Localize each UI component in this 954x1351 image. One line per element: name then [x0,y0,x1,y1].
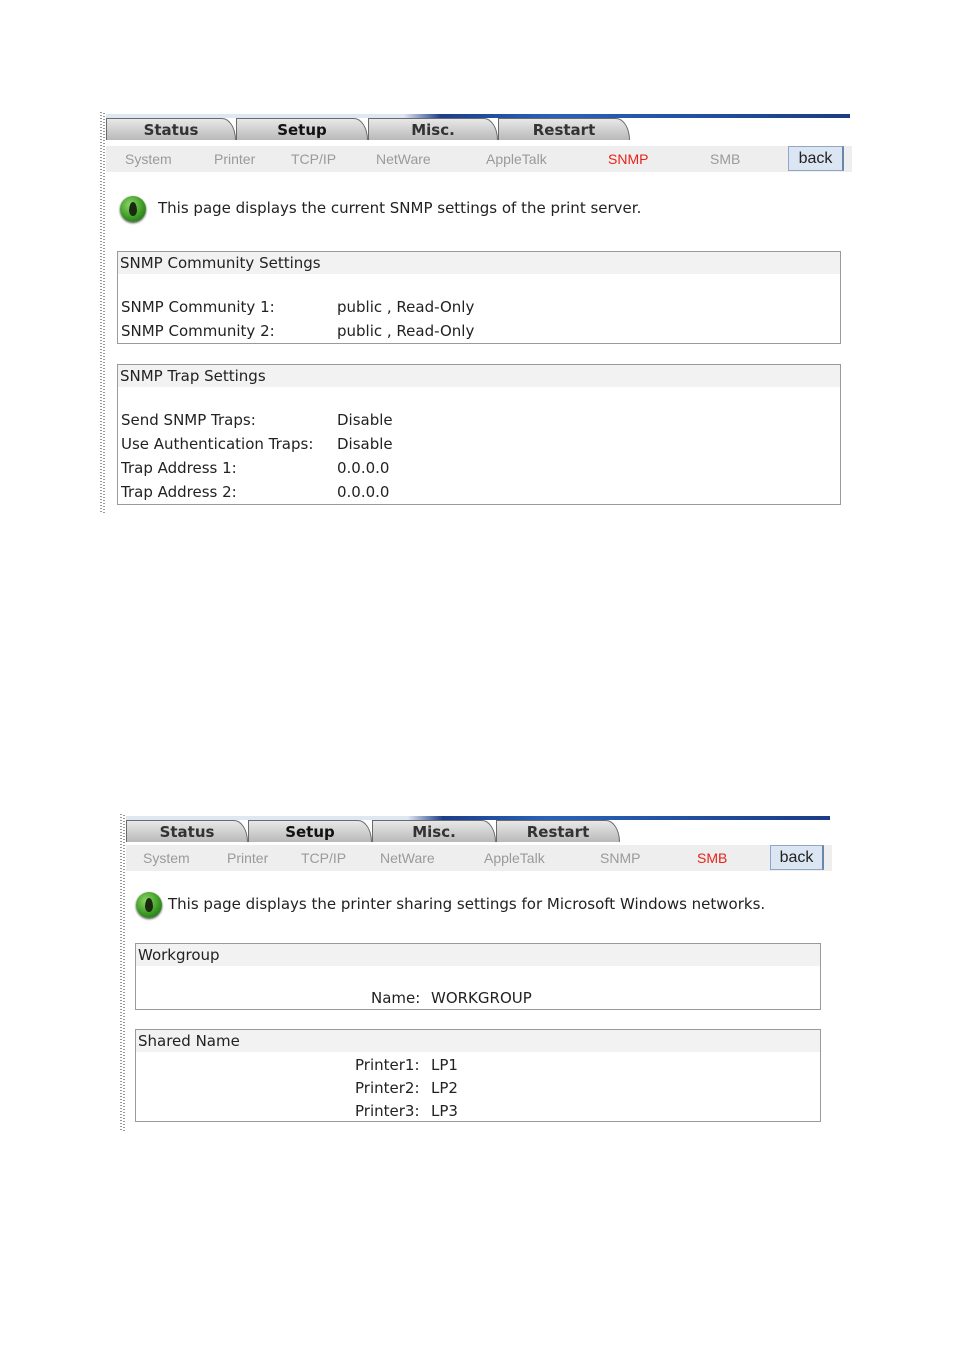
info-leaf-icon [136,892,162,918]
subnav-printer[interactable]: Printer [214,151,256,167]
snmp-trap-title: SNMP Trap Settings [118,365,840,387]
info-message [136,892,826,916]
subnav-printer[interactable]: Printer [227,850,269,866]
snmp-trap-box [117,364,841,505]
tab-restart[interactable]: Restart [498,118,630,140]
top-tab-bar [126,816,830,842]
top-tab-bar [106,114,850,140]
subnav-smb[interactable]: SMB [697,850,728,866]
subnav-tcpip[interactable]: TCP/IP [291,151,337,167]
workgroup-name-label: Name: [371,989,421,1007]
trap-address-1-value: 0.0.0.0 [337,459,390,477]
panel-border-dots [100,112,105,514]
subnav-system[interactable]: System [143,850,190,866]
tab-restart[interactable]: Restart [496,820,620,842]
subnav-netware[interactable]: NetWare [380,850,435,866]
info-text: This page displays the printer sharing settings for Microsoft Windows networks. [168,895,766,913]
snmp-community-box [117,251,841,344]
workgroup-name-value: WORKGROUP [431,989,532,1007]
workgroup-box [135,943,821,1010]
info-message [120,196,820,220]
snmp-community-title: SNMP Community Settings [118,252,840,274]
tab-misc[interactable]: Misc. [368,118,498,140]
printer3-value: LP3 [431,1102,458,1120]
trap-address-2-label: Trap Address 2: [121,483,237,501]
info-leaf-icon [120,196,146,222]
printer2-label: Printer2: [355,1079,420,1097]
trap-address-1-label: Trap Address 1: [121,459,237,477]
subnav-tcpip[interactable]: TCP/IP [301,850,347,866]
printer3-label: Printer3: [355,1102,420,1120]
workgroup-title: Workgroup [136,944,820,966]
send-traps-value: Disable [337,411,393,429]
subnav-snmp[interactable]: SNMP [608,151,649,167]
tab-status[interactable]: Status [106,118,236,140]
subnav-system[interactable]: System [125,151,172,167]
panel-border-dots [120,814,125,1132]
shared-name-title: Shared Name [136,1030,820,1052]
subnav-snmp[interactable]: SNMP [600,850,641,866]
subnav-appletalk[interactable]: AppleTalk [486,151,547,167]
send-traps-label: Send SNMP Traps: [121,411,256,429]
subnav-appletalk[interactable]: AppleTalk [484,850,545,866]
tab-setup[interactable]: Setup [236,118,368,140]
subnav-netware[interactable]: NetWare [376,151,431,167]
subnav-smb[interactable]: SMB [710,151,741,167]
back-button[interactable]: back [788,146,844,171]
smb-panel [120,814,832,1132]
info-text: This page displays the current SNMP settings of the print server. [158,199,642,217]
sub-navigation [106,146,852,172]
auth-traps-value: Disable [337,435,393,453]
tab-misc[interactable]: Misc. [372,820,496,842]
printer2-value: LP2 [431,1079,458,1097]
community-1-value: public , Read-Only [337,298,475,316]
community-2-value: public , Read-Only [337,322,475,340]
community-1-label: SNMP Community 1: [121,298,275,316]
trap-address-2-value: 0.0.0.0 [337,483,390,501]
sub-navigation [126,845,832,871]
back-button[interactable]: back [770,845,824,870]
tab-status[interactable]: Status [126,820,248,842]
auth-traps-label: Use Authentication Traps: [121,435,314,453]
printer1-label: Printer1: [355,1056,420,1074]
printer1-value: LP1 [431,1056,458,1074]
snmp-panel [100,112,852,514]
shared-name-box [135,1029,821,1122]
tab-setup[interactable]: Setup [248,820,372,842]
community-2-label: SNMP Community 2: [121,322,275,340]
